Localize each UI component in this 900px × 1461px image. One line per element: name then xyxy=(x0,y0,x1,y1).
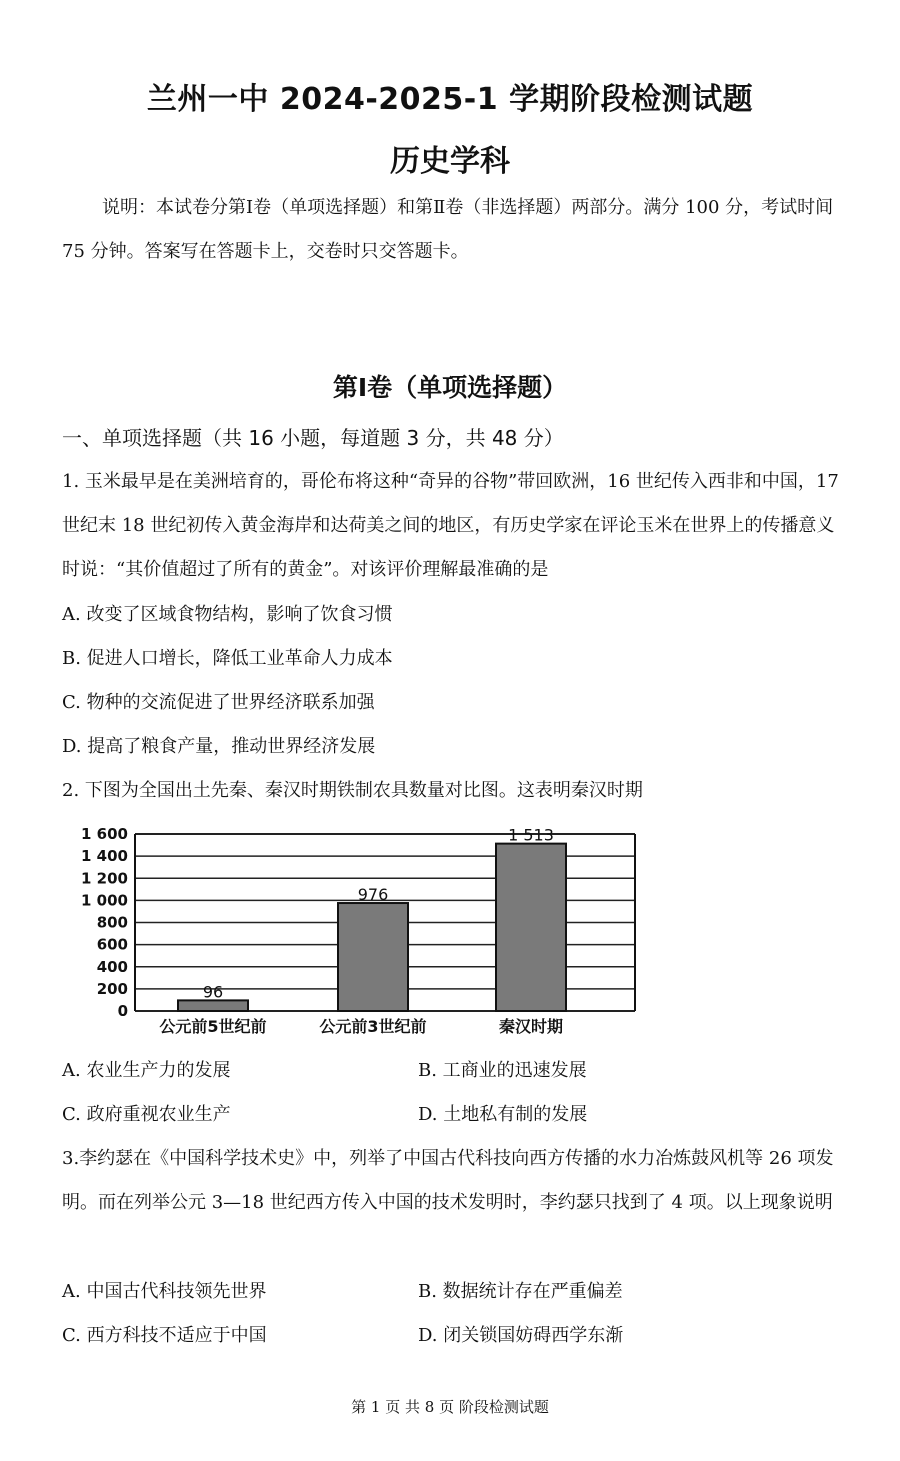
y-axis-tick-labels xyxy=(81,825,128,1020)
question-3-option-d: D. 闭关锁国妨碍西学东渐 xyxy=(418,1325,624,1346)
question-1-option-a: A. 改变了区域食物结构，影响了饮食习惯 xyxy=(62,604,393,625)
y-tick-label: 200 xyxy=(96,979,128,998)
question-2-stem: 2. 下图为全国出土先秦、秦汉时期铁制农具数量对比图。这表明秦汉时期 xyxy=(62,780,643,801)
y-tick-label: 1 200 xyxy=(81,869,128,888)
question-2-option-c: C. 政府重视农业生产 xyxy=(62,1104,231,1125)
instructions-note: 说明：本试卷分第Ⅰ卷（单项选择题）和第Ⅱ卷（非选择题）两部分。满分 100 分，考试时间 75 分钟。答案写在答题卡上，交卷时只交答题卡。 xyxy=(62,197,834,262)
subject-title: 历史学科 xyxy=(390,144,510,179)
question-3-option-c: C. 西方科技不适应于中国 xyxy=(62,1325,267,1346)
section-heading: 一、单项选择题（共 16 小题，每道题 3 分，共 48 分） xyxy=(62,426,564,450)
question-2-option-a: A. 农业生产力的发展 xyxy=(62,1060,231,1081)
question-1-option-b: B. 促进人口增长，降低工业革命人力成本 xyxy=(62,648,393,669)
question-2-option-d: D. 土地私有制的发展 xyxy=(418,1104,588,1125)
x-category-label: 秦汉时期 xyxy=(498,1017,564,1036)
volume-title: 第Ⅰ卷（单项选择题） xyxy=(332,373,568,402)
y-tick-label: 1 400 xyxy=(81,847,128,866)
y-tick-label: 400 xyxy=(96,957,128,976)
question-3-option-b: B. 数据统计存在严重偏差 xyxy=(418,1281,623,1302)
x-axis-category-labels xyxy=(159,1017,563,1036)
bars xyxy=(178,844,566,1011)
y-tick-label: 1 000 xyxy=(81,891,128,910)
bar-1 xyxy=(178,1000,248,1011)
iron-tools-bar-chart xyxy=(60,820,650,1045)
question-2-option-b: B. 工商业的迅速发展 xyxy=(418,1060,587,1081)
x-category-label: 公元前3世纪前 xyxy=(319,1017,427,1036)
bar-value-label: 96 xyxy=(202,982,224,1002)
question-1-option-c: C. 物种的交流促进了世界经济联系加强 xyxy=(62,692,375,713)
bar-3 xyxy=(496,844,566,1011)
bar-value-label: 976 xyxy=(357,885,389,905)
bar-2 xyxy=(338,903,408,1011)
exam-title: 兰州一中 2024-2025-1 学期阶段检测试题 xyxy=(146,82,754,117)
question-3-option-a: A. 中国古代科技领先世界 xyxy=(62,1281,267,1302)
y-tick-label: 600 xyxy=(96,935,128,954)
y-tick-label: 1 600 xyxy=(81,825,128,843)
question-3-stem: 3.李约瑟在《中国科学技术史》中，列举了中国古代科技向西方传播的水力冶炼鼓风机等 26 项发明。而在列举公元 3—18 世纪西方传入中国的技术发明时，李约瑟只找到了 4 项。以上现象说明 xyxy=(62,1148,834,1213)
question-1-option-d: D. 提高了粮食产量，推动世界经济发展 xyxy=(62,736,376,757)
y-tick-label: 800 xyxy=(96,913,128,932)
y-tick-label: 0 xyxy=(117,1002,128,1020)
x-category-label: 公元前5世纪前 xyxy=(159,1017,267,1036)
page-footer: 第 1 页 共 8 页 阶段检测试题 xyxy=(351,1398,549,1416)
bar-value-label: 1 513 xyxy=(508,825,554,845)
question-1-stem: 1. 玉米最早是在美洲培育的，哥伦布将这种“奇异的谷物”带回欧洲，16 世纪传入西非和中国，17 世纪末 18 世纪初传入黄金海岸和达荷美之间的地区，有历史学家在评论玉米在世界上的传播意义时说：“其价值超过了所有的黄金”。对该评价理解最准确的是 xyxy=(62,471,839,580)
